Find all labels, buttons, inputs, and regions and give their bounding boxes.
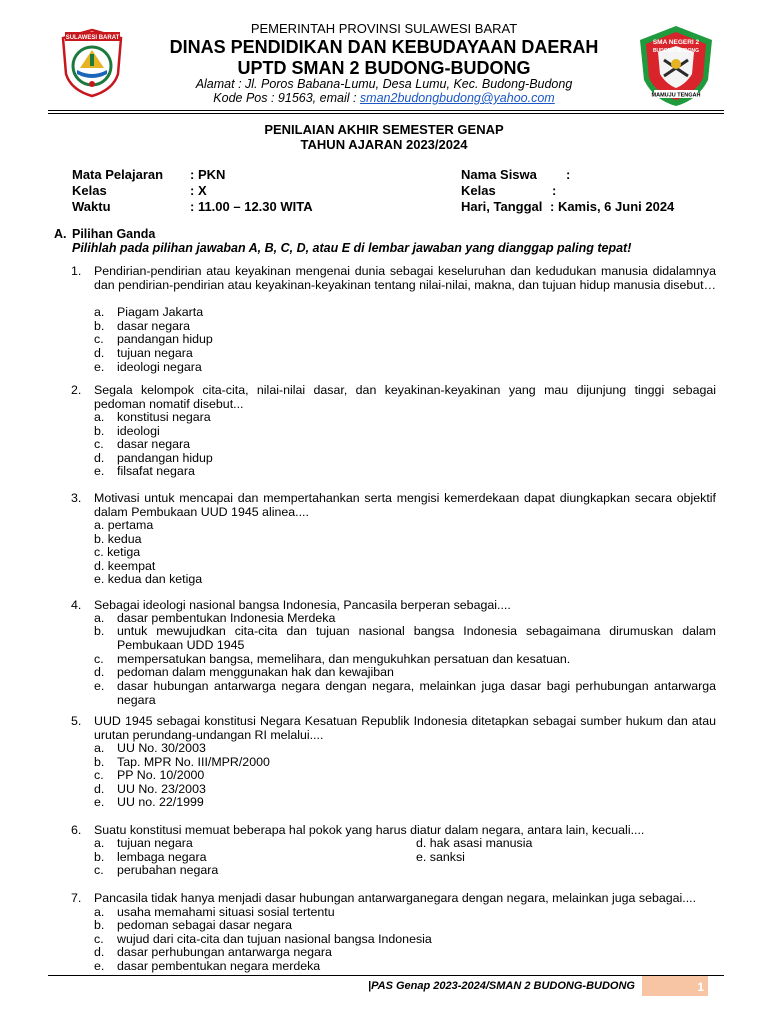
option-label: d. xyxy=(94,945,105,959)
option-label: b. xyxy=(94,319,105,333)
option-label: b. xyxy=(94,850,105,864)
option-text: konstitusi negara xyxy=(117,410,211,424)
question-number: 4. xyxy=(71,598,82,612)
header-line3: UPTD SMAN 2 BUDONG-BUDONG xyxy=(237,58,531,78)
question-text: Pendirian-pendirian atau keyakinan mengenai dunia sebagai keseluruhan dan kedudukan manusia didalamnya dan pendirian-pendirian atau keyakinan-keyakinan tentang nilai-nilai, makna, dan tujuan hidup manusia disebut… xyxy=(94,264,717,292)
question-text: Motivasi untuk mencapai dan mempertahankan serta mengisi kemerdekaan dapat diungkapkan secara objektif dalam Pembukaan UUD 1945 alinea.... xyxy=(94,491,716,519)
option-label: e. xyxy=(94,360,105,374)
question-text: Suatu konstitusi memuat beberapa hal pokok yang harus diatur dalam negara, antara lain, kecuali.... xyxy=(94,823,645,837)
option-label: d. xyxy=(94,451,105,465)
option-text: UU no. 22/1999 xyxy=(117,795,204,809)
section-label: A. xyxy=(54,227,67,241)
option-text: pedoman sebagai dasar negara xyxy=(117,918,292,932)
option-text: pedoman dalam menggunakan hak dan kewajiban xyxy=(117,665,394,679)
option-text: dasar pembentukan Indonesia Merdeka xyxy=(117,611,336,625)
option-text: dasar pembentukan negara merdeka xyxy=(117,959,321,973)
question-number: 7. xyxy=(71,891,82,905)
question-text: Sebagai ideologi nasional bangsa Indonesia, Pancasila berperan sebagai.... xyxy=(94,598,511,612)
option-text: ideologi negara xyxy=(117,360,202,374)
option-label: b. xyxy=(94,755,105,769)
option-text: lembaga negara xyxy=(117,850,207,864)
info-class-value: : X xyxy=(190,183,207,198)
header-rule xyxy=(48,110,724,114)
option-text: wujud dari cita-cita dan tujuan nasional bangsa Indonesia xyxy=(117,932,432,946)
option-text: perubahan negara xyxy=(117,863,219,877)
option-text: Piagam Jakarta xyxy=(117,305,204,319)
question-text: UUD 1945 sebagai konstitusi Negara Kesatuan Republik Indonesia ditetapkan sebagai sumber hukum dan atau urutan perundang-undangan RI melalui.... xyxy=(94,714,716,742)
info-date-value: : Kamis, 6 Juni 2024 xyxy=(550,199,675,214)
header-postal xyxy=(140,92,628,105)
option-label: c. xyxy=(94,437,104,451)
option-text: dasar hubungan antarwarga negara dengan negara, melainkan juga dasar bagi perhubungan antarwarga negara xyxy=(117,679,716,707)
option-label: d. xyxy=(94,665,105,679)
header-line1: PEMERINTAH PROVINSI SULAWESI BARAT xyxy=(250,21,518,36)
option-label: d. xyxy=(94,782,105,796)
section-instruction: Pilihlah pada pilihan jawaban A, B, C, D, atau E di lembar jawaban yang dianggap paling tepat! xyxy=(72,241,632,255)
option-label: b. xyxy=(94,918,105,932)
question-number: 5. xyxy=(71,714,82,728)
header-line2: DINAS PENDIDIKAN DAN KEBUDAYAAN DAERAH xyxy=(169,37,599,57)
option-label: c. xyxy=(94,863,104,877)
school-logo-bottom: MAMUJU TENGAH xyxy=(651,92,701,99)
question-number: 1. xyxy=(71,264,82,278)
option-label: a. xyxy=(94,305,105,319)
info-subject-value: : PKN xyxy=(190,167,226,182)
option-text: untuk mewujudkan cita-cita dan tujuan nasional bangsa Indonesia sebagaimana dirumuskan dalam Pembukaan UDD 1945 xyxy=(117,624,716,652)
question-text: Segala kelompok cita-cita, nilai-nilai dasar, dan keyakinan-keyakinan yang mau dijunjung tinggi sebagai pedoman nomatif disebut... xyxy=(94,383,716,411)
option-text: tujuan negara xyxy=(117,836,193,850)
question-text: Pancasila tidak hanya menjadi dasar hubungan antarwarganegara dengan negara, melainkan juga sebagai.... xyxy=(94,891,697,905)
option-label: c. xyxy=(94,768,104,782)
info-time-label: Waktu xyxy=(72,199,111,214)
option-text: ideologi xyxy=(117,424,160,438)
question-number: 6. xyxy=(71,823,82,837)
option-text: c. ketiga xyxy=(94,545,141,559)
option-text: pandangan hidup xyxy=(117,451,213,465)
email-link[interactable]: sman2budongbudong@yahoo.com xyxy=(359,91,555,105)
option-text: mempersatukan bangsa, memelihara, dan mengukuhkan persatuan dan kesatuan. xyxy=(117,652,571,666)
info-name-label: Nama Siswa xyxy=(461,167,537,182)
footer-rule xyxy=(48,975,724,976)
question-number: 3. xyxy=(71,491,82,505)
option-label: c. xyxy=(94,652,104,666)
option-text: dasar perhubungan antarwarga negara xyxy=(117,945,332,959)
header-address: Alamat : Jl. Poros Babana-Lumu, Desa Lumu, Kec. Budong-Budong xyxy=(195,77,573,91)
option-label: e. xyxy=(94,795,105,809)
option-text: a. pertama xyxy=(94,518,154,532)
option-label: b. xyxy=(94,624,105,638)
option-text: dasar negara xyxy=(117,437,191,451)
info-name-value: : xyxy=(566,167,571,182)
option-text: filsafat negara xyxy=(117,464,195,478)
option-label: e. xyxy=(94,959,105,973)
question-number: 2. xyxy=(71,383,82,397)
option-text: dasar negara xyxy=(117,319,191,333)
option-text: d. keempat xyxy=(94,559,156,573)
option-label: a. xyxy=(94,611,105,625)
option-text: UU No. 23/2003 xyxy=(117,782,206,796)
option-label: a. xyxy=(94,410,105,424)
exam-year: TAHUN AJARAN 2023/2024 xyxy=(300,137,468,152)
option-text: e. kedua dan ketiga xyxy=(94,572,203,586)
school-logo-top: SMA NEGERI 2 xyxy=(652,39,700,46)
option-label: e. xyxy=(94,464,105,478)
info-time-value: : 11.00 – 12.30 WITA xyxy=(190,199,313,214)
option-text: tujuan negara xyxy=(117,346,193,360)
option-label: c. xyxy=(94,332,104,346)
footer-text: |PAS Genap 2023-2024/SMAN 2 BUDONG-BUDONG xyxy=(368,980,635,992)
exam-title: PENILAIAN AKHIR SEMESTER GENAP xyxy=(264,122,504,137)
option-text: d. hak asasi manusia xyxy=(416,836,533,850)
option-text: e. sanksi xyxy=(416,850,465,864)
option-label: a. xyxy=(94,836,105,850)
option-label: a. xyxy=(94,905,105,919)
option-text: PP No. 10/2000 xyxy=(117,768,205,782)
option-text: UU No. 30/2003 xyxy=(117,741,206,755)
school-logo-sub: BUDONG-BUDONG xyxy=(652,48,700,54)
option-label: e. xyxy=(94,679,105,693)
province-logo-label: SULAWESI BARAT xyxy=(65,35,120,41)
school-logo xyxy=(634,22,718,110)
option-text: Tap. MPR No. III/MPR/2000 xyxy=(117,755,270,769)
option-text: usaha memahami situasi sosial tertentu xyxy=(117,905,335,919)
option-label: c. xyxy=(94,932,104,946)
option-label: b. xyxy=(94,424,105,438)
info-class2-value: : xyxy=(552,183,557,198)
option-label: a. xyxy=(94,741,105,755)
info-class2-label: Kelas xyxy=(461,183,496,198)
province-logo xyxy=(55,24,130,100)
page-number: 1 xyxy=(697,980,704,994)
info-class-label: Kelas xyxy=(72,183,107,198)
postal-prefix: Kode Pos : 91563, email : xyxy=(213,91,360,105)
info-subject-label: Mata Pelajaran xyxy=(72,167,164,182)
option-label: d. xyxy=(94,346,105,360)
option-text: b. kedua xyxy=(94,532,142,546)
option-text: pandangan hidup xyxy=(117,332,213,346)
info-date-label: Hari, Tanggal xyxy=(461,199,543,214)
section-title: Pilihan Ganda xyxy=(72,227,156,241)
